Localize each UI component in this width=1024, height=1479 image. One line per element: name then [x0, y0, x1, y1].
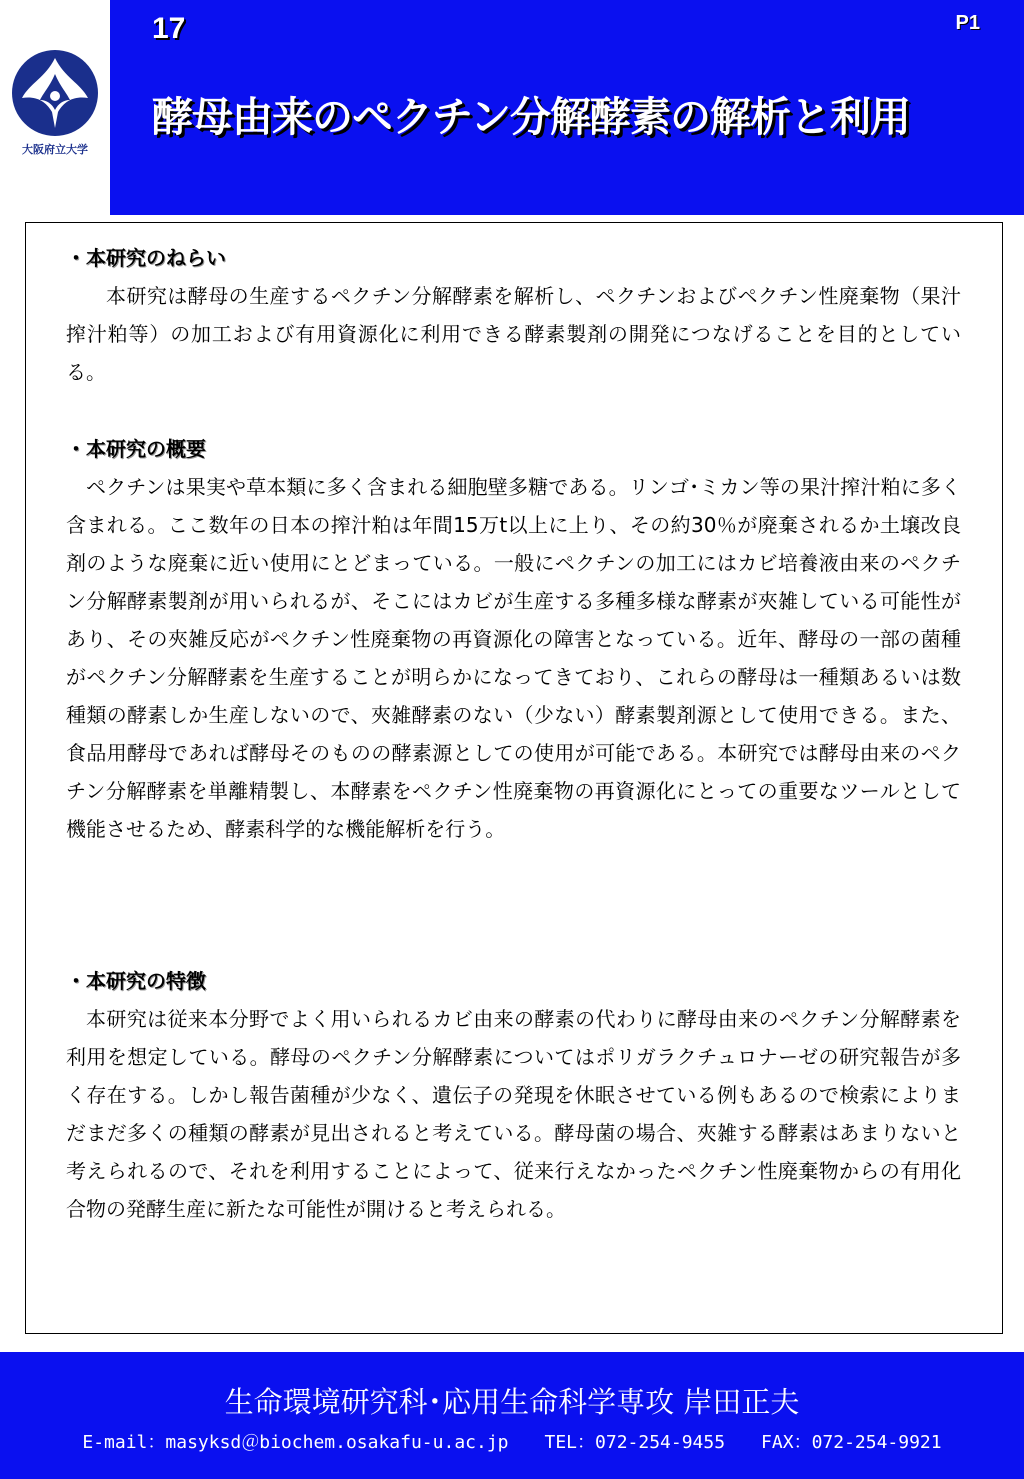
section-body: 本研究は酵母の生産するペクチン分解酵素を解析し、ペクチンおよびペクチン性廃棄物（果汁搾汁粕等）の加工および有用資源化に利用できる酵素製剤の開発につなげることを目的としている。	[66, 284, 961, 384]
contact-info: E-mail：masyksd＠biochem.osakafu-u.ac.jp TEL：072-254-9455 FAX：072-254-9921	[82, 1432, 942, 1453]
footer-banner	[0, 1352, 1024, 1479]
section-body: 本研究は従来本分野でよく用いられるカビ由来の酵素の代わりに酵母由来のペクチン分解酵素を利用を想定している。酵母のペクチン分解酵素についてはポリガラクチュロナーゼの研究報告が多く存在する。しかし報告菌種が少なく、遺伝子の発現を休眠させている例もあるので検索によりまだまだ多くの種類の酵素が見出されると考えている。酵母菌の場合、夾雑する酵素はあまりないと考えられるので、それを利用することによって、従来行えなかったペクチン性廃棄物からの有用化合物の発酵生産に新たな可能性が開けると考えられる。	[66, 1007, 961, 1221]
section-overview	[66, 436, 961, 848]
logo-area	[0, 0, 110, 215]
content-box	[25, 222, 1003, 1334]
university-name: 大阪府立大学	[22, 143, 88, 156]
section-body: ペクチンは果実や草本類に多く含まれる細胞壁多糖である。リンゴ･ミカン等の果汁搾汁粕に多く含まれる。ここ数年の日本の搾汁粕は年間15万t以上に上り、その約30％が廃棄されるか土壌改良剤のような廃棄に近い使用にとどまっている。一般にペクチンの加工にはカビ培養液由来のペクチン分解酵素製剤が用いられるが、そこにはカビが生産する多種多様な酵素が夾雑している可能性があり、その夾雑反応がペクチン性廃棄物の再資源化の障害となっている。近年、酵母の一部の菌種がペクチン分解酵素を生産することが明らかになってきており、これらの酵母は一種類あるいは数種類の酵素しか生産しないので、夾雑酵素のない（少ない）酵素製剤源として使用できる。また、食品用酵母であれば酵母そのものの酵素源としての使用が可能である。本研究では酵母由来のペクチン分解酵素を単離精製し、本酵素をペクチン性廃棄物の再資源化にとっての重要なツールとして機能させるため、酵素科学的な機能解析を行う。	[66, 475, 961, 841]
section-features	[66, 968, 961, 1228]
section-title: ・本研究の概要	[66, 437, 206, 461]
section-aim	[66, 245, 961, 391]
poster-number: 17	[152, 12, 186, 45]
section-title: ・本研究の特徴	[66, 969, 206, 993]
author-affiliation: 生命環境研究科･応用生命科学専攻 岸田正夫	[224, 1385, 800, 1419]
page-title: 酵母由来のペクチン分解酵素の解析と利用	[152, 93, 910, 141]
section-title: ・本研究のねらい	[66, 246, 226, 270]
page-label: P1	[955, 12, 980, 34]
header-banner	[110, 0, 1024, 215]
university-emblem-icon	[10, 48, 100, 138]
